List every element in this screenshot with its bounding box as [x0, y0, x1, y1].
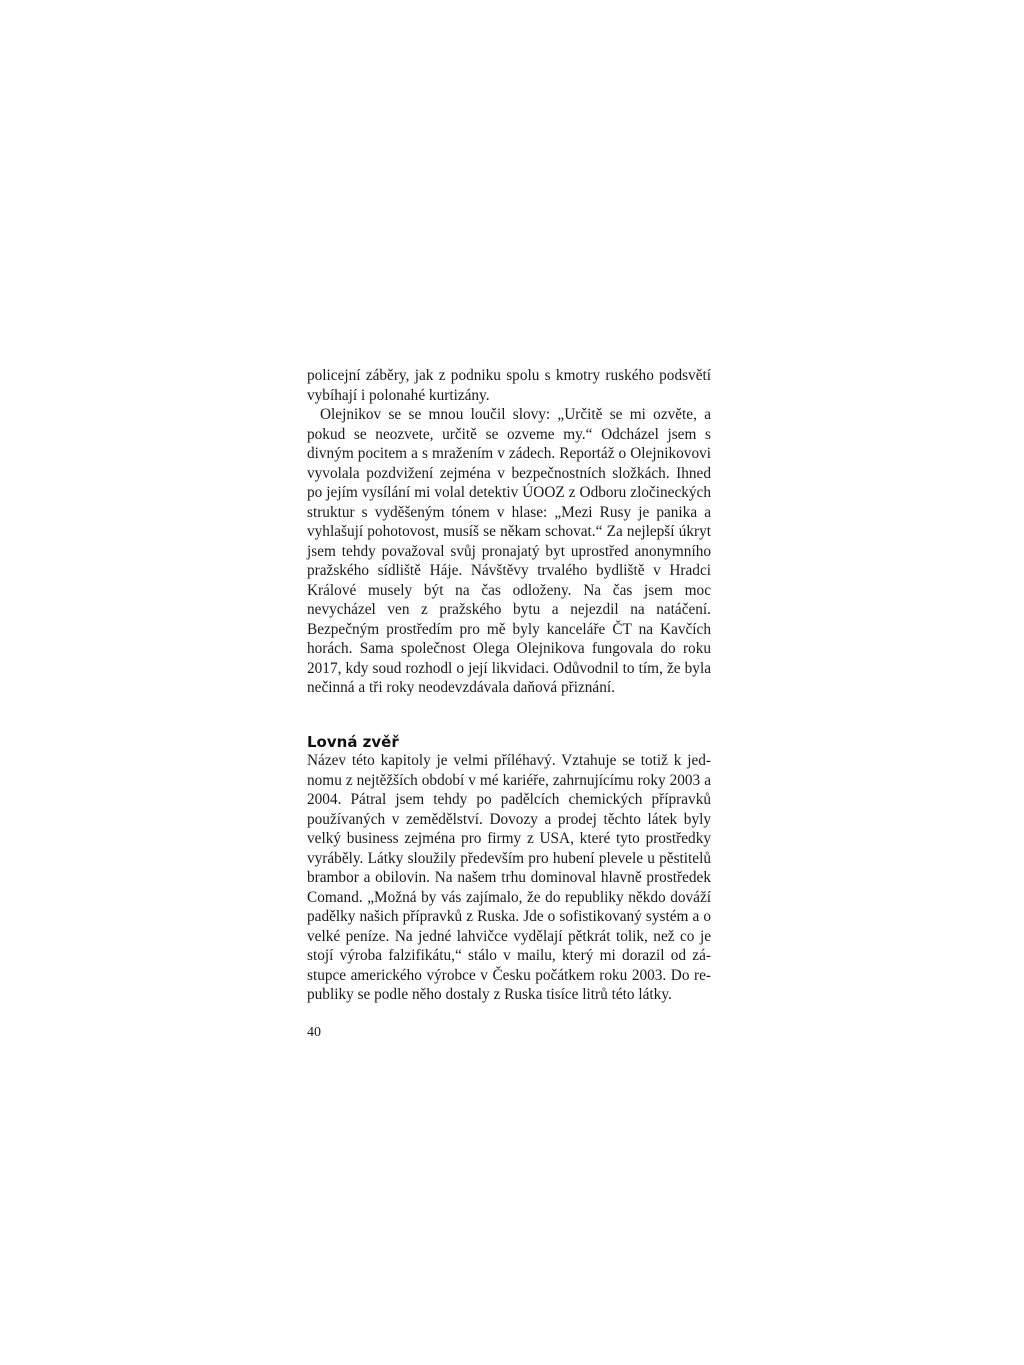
page-number: 40	[307, 1025, 321, 1040]
paragraph-olejnikov: Olejnikov se se mnou loučil slovy: „Určitě se mi ozvěte, a pokud se neozvete, určitě se ozveme my.“ Odcházel jsem s divným pocitem a s mražením v zádech. Reportáž o Olejnikovovi vyvolala pozdvižení zejména v bezpečnostních složkách. Ihned po jejím vysílání mi volal detektiv ÚOOZ z Odboru zločineckých struktur s vyděšeným tónem v hlase: „Mezi Rusy je panika a vyhlašují pohotovost, musíš se někam schovat.“ Za nejlepší úkryt jsem tehdy považoval svůj pronajatý byt uprostřed anonymního pražského sídliště Háje. Návštěvy trvalého bydliště v Hradci Králové musely být na čas odloženy. Na čas jsem moc nevycházel ven z pražského bytu a nejezdil na natáčení. Bezpečným prostředím pro mě byly kanceláře ČT na Kavčích horách. Sama společnost Olega Olejnikova fungovala do roku 2017, kdy soud rozhodl o její likvidaci. Odůvodnil to tím, že byla nečinná a tři roky neodevzdávala daňová přiznání.	[307, 406, 711, 696]
text-block-top	[307, 366, 711, 698]
paragraph-lovna-zver: Název této kapitoly je velmi příléhavý. Vztahuje se totiž k jednomu z nejtěžších období v mé kariéře, zahrnujícímu roky 2003 a 2004. Pátral jsem tehdy po padělcích chemických přípravků používaných v zemědělství. Dovozy a prodej těchto látek byly velký business zejména pro firmy z USA, které tyto prostředky vyráběly. Látky sloužily především pro hubení plevele u pěstitelů brambor a obilovin. Na našem trhu dominoval hlavně prostředek Comand. „Možná by vás zajímalo, že do republiky někdo dováží padělky našich přípravků z Ruska. Jde o sofistikovaný systém a o velké peníze. Na jedné lahvičce vydělají pětkrát tolik, než co je stojí výroba falzifikátu,“ stálo v mailu, který mi dorazil od zástupce amerického výrobce v Česku počátkem roku 2003. Do republiky se podle něho dostaly z Ruska tisíce litrů této látky.	[307, 752, 711, 1003]
paragraph-continuation: policejní záběry, jak z podniku spolu s kmotry ruského podsvětí vybíhají i polonahé kurtizány.	[307, 367, 711, 404]
text-block-bottom	[307, 751, 711, 1005]
section-heading: Lovná zvěř	[307, 733, 399, 751]
